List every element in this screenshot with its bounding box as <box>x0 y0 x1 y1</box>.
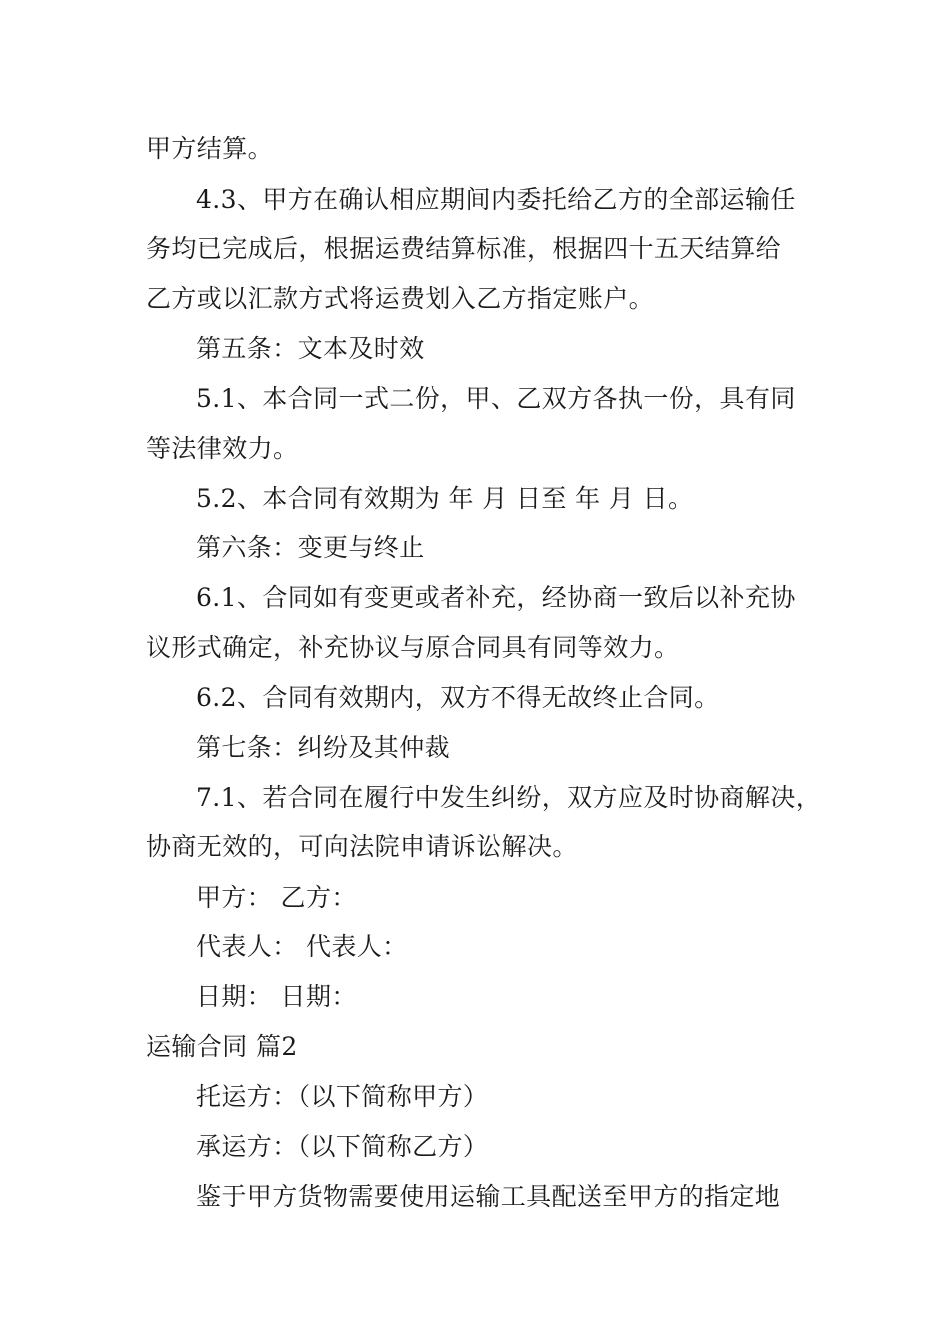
text-line: 协商无效的，可向法院申请诉讼解决。 <box>146 832 578 861</box>
section-heading: 第六条：变更与终止 <box>196 533 425 562</box>
text-line: 6.1、合同如有变更或者补充，经协商一致后以补充协 <box>196 583 796 612</box>
text-line: 托运方：（以下简称甲方） <box>196 1082 489 1111</box>
text-line: 5.2、本合同有效期为 年 月 日至 年 月 日。 <box>196 484 694 513</box>
text-line: 5.1、本合同一式二份，甲、乙双方各执一份，具有同 <box>196 384 796 413</box>
text-line: 甲方结算。 <box>146 134 274 163</box>
contract-title: 运输合同 篇2 <box>146 1032 298 1061</box>
text-line: 务均已完成后，根据运费结算标准，根据四十五天结算给 <box>146 234 782 263</box>
text-line: 乙方或以汇款方式将运费划入乙方指定账户。 <box>146 284 655 313</box>
text-line: 4.3、甲方在确认相应期间内委托给乙方的全部运输任 <box>196 185 796 214</box>
section-heading: 第七条：纠纷及其仲裁 <box>196 733 451 762</box>
text-line: 议形式确定，补充协议与原合同具有同等效力。 <box>146 633 680 662</box>
signature-date-line: 日期： 日期： <box>196 982 357 1011</box>
text-line: 承运方：（以下简称乙方） <box>196 1132 489 1161</box>
text-line: 鉴于甲方货物需要使用运输工具配送至甲方的指定地 <box>196 1182 781 1211</box>
section-heading: 第五条：文本及时效 <box>196 334 425 363</box>
text-line: 7.1、若合同在履行中发生纠纷，双方应及时协商解决， <box>196 783 822 812</box>
signature-party-line: 甲方： 乙方： <box>196 883 357 912</box>
text-line: 等法律效力。 <box>146 434 299 463</box>
text-line: 6.2、合同有效期内，双方不得无故终止合同。 <box>196 683 720 712</box>
signature-representative-line: 代表人： 代表人： <box>196 932 408 961</box>
